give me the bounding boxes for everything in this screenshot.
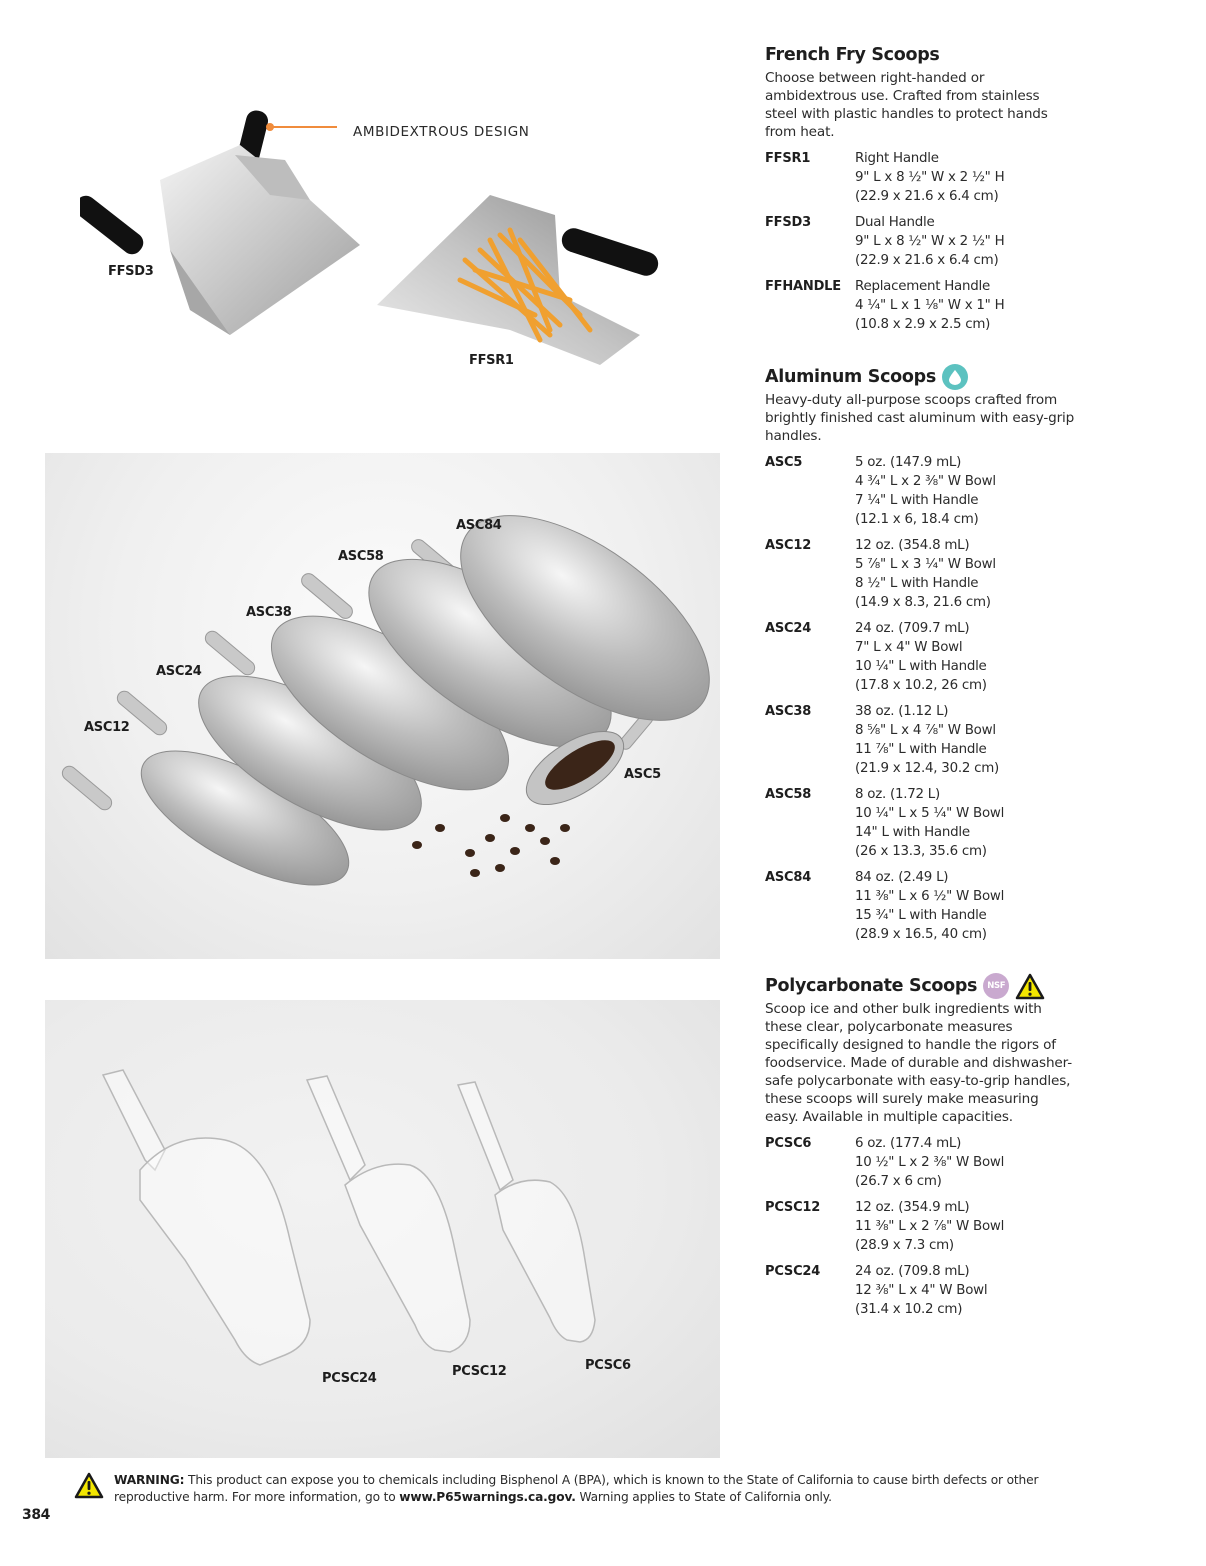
photo-label-ffsr1: FFSR1 [469,353,514,368]
warning-icon [1015,973,1045,1000]
product-row-asc38 [765,702,1075,778]
product-row-asc58 [765,785,1075,861]
product-specs: Dual Handle 9" L x 8 ½" W x 2 ½" H (22.9 x 21.6 x 6.4 cm) [855,215,1005,268]
section-title: Aluminum Scoops [765,365,1075,389]
aluminum-scoops-photo [45,453,720,959]
product-sku: ASC84 [765,870,812,885]
product-row-asc12 [765,536,1075,612]
section-french-fry-scoops [765,43,1075,341]
product-specs: 12 oz. (354.9 mL) 11 ⅜" L x 2 ⅞" W Bowl (28.9 x 7.3 cm) [855,1200,1005,1253]
product-sku: FFSR1 [765,151,811,166]
product-specs: 8 oz. (1.72 L) 10 ¼" L x 5 ¼" W Bowl 14" L with Handle (26 x 13.3, 35.6 cm) [855,787,1005,859]
section-description: Scoop ice and other bulk ingredients with these clear, polycarbonate measures specifically designed to handle the rigors of foodservice. Made of durable and dishwasher-safe polycarbonate with easy-to-grip handles, these scoops will surely make measuring easy. Available in multiple capacities. [765,1001,1072,1125]
product-list [765,1134,1075,1319]
product-sku: ASC12 [765,538,812,553]
product-sku: PCSC24 [765,1264,821,1279]
product-row-asc5 [765,453,1075,529]
product-sku: ASC58 [765,787,812,802]
product-specs: 6 oz. (177.4 mL) 10 ½" L x 2 ⅜" W Bowl (26.7 x 6 cm) [855,1136,1005,1189]
product-row-ffhandle [765,277,1075,334]
product-sku: FFHANDLE [765,279,841,294]
product-specs: Replacement Handle 4 ¼" L x 1 ⅛" W x 1" H (10.8 x 2.9 x 2.5 cm) [855,279,1005,332]
section-aluminum-scoops [765,365,1075,951]
product-row-pcsc12 [765,1198,1075,1255]
photo-label-asc5: ASC5 [624,767,661,782]
section-title: Polycarbonate Scoops NSF [765,974,1075,998]
product-specs: 24 oz. (709.7 mL) 7" L x 4" W Bowl 10 ¼" L with Handle (17.8 x 10.2, 26 cm) [855,621,987,693]
section-description: Choose between right-handed or ambidextrous use. Crafted from stainless steel with plastic handles to protect hands from heat. [765,70,1048,140]
product-sku: PCSC12 [765,1200,821,1215]
product-list [765,149,1075,334]
product-specs: 5 oz. (147.9 mL) 4 ¾" L x 2 ⅜" W Bowl 7 ¼" L with Handle (12.1 x 6, 18.4 cm) [855,455,996,527]
product-row-asc24 [765,619,1075,695]
french-fry-scoops-photo [80,100,680,380]
warning-text: WARNING: This product can expose you to chemicals including Bisphenol A (BPA), which is known to the State of California to cause birth defects or other reproductive harm. For more information, go to www.P65warnings.ca.gov. Warning applies to State of California only. [114,1473,1039,1504]
photo-label-asc58: ASC58 [338,549,384,564]
p65-warnings-link[interactable]: www.P65warnings.ca.gov. [399,1490,576,1504]
product-sku: ASC5 [765,455,803,470]
nsf-certified-icon: NSF [983,973,1009,999]
prop65-warning [74,1472,1054,1506]
section-title: French Fry Scoops [765,45,940,65]
product-sku: FFSD3 [765,215,811,230]
photo-label-asc84: ASC84 [456,518,502,533]
product-specs: 24 oz. (709.8 mL) 12 ⅜" L x 4" W Bowl (31.4 x 10.2 cm) [855,1264,988,1317]
section-description: Heavy-duty all-purpose scoops crafted from brightly finished cast aluminum with easy-grip handles. [765,392,1075,444]
photo-label-asc38: ASC38 [246,605,292,620]
product-specs: 84 oz. (2.49 L) 11 ⅜" L x 6 ½" W Bowl 15 ¾" L with Handle (28.9 x 16.5, 40 cm) [855,870,1005,942]
product-sku: ASC24 [765,621,812,636]
product-sku: PCSC6 [765,1136,812,1151]
ambidextrous-design-callout: AMBIDEXTROUS DESIGN [353,124,530,140]
product-row-ffsd3 [765,213,1075,270]
product-sku: ASC38 [765,704,812,719]
page-number: 384 [22,1507,51,1523]
product-row-pcsc24 [765,1262,1075,1319]
product-list [765,453,1075,944]
water-drop-icon [942,364,968,390]
product-specs: 38 oz. (1.12 L) 8 ⅝" L x 4 ⅞" W Bowl 11 ⅞" L with Handle (21.9 x 12.4, 30.2 cm) [855,704,1000,776]
photo-label-pcsc6: PCSC6 [585,1358,631,1373]
photo-label-asc12: ASC12 [84,720,130,735]
product-row-asc84 [765,868,1075,944]
product-specs: Right Handle 9" L x 8 ½" W x 2 ½" H (22.9 x 21.6 x 6.4 cm) [855,151,1005,204]
product-specs: 12 oz. (354.8 mL) 5 ⅞" L x 3 ¼" W Bowl 8 ½" L with Handle (14.9 x 8.3, 21.6 cm) [855,538,996,610]
section-polycarbonate-scoops [765,974,1075,1326]
product-row-ffsr1 [765,149,1075,206]
product-row-pcsc6 [765,1134,1075,1191]
photo-label-ffsd3: FFSD3 [108,264,154,279]
photo-label-asc24: ASC24 [156,664,202,679]
warning-icon [74,1472,104,1499]
photo-label-pcsc24: PCSC24 [322,1371,377,1386]
warning-label: WARNING: [114,1473,185,1487]
polycarbonate-scoops-photo [45,1000,720,1458]
photo-label-pcsc12: PCSC12 [452,1364,507,1379]
